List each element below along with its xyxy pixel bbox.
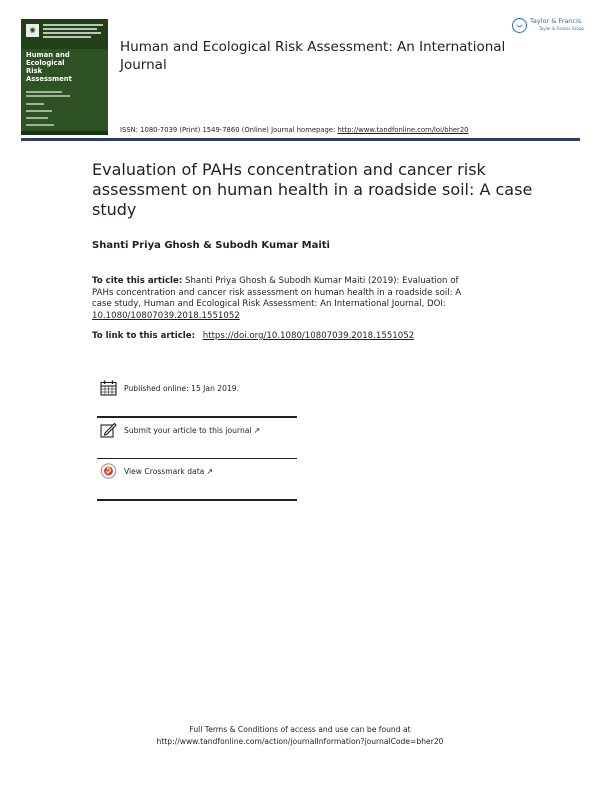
publisher-logo-name: Taylor & Francis [530,17,582,25]
issn-line [120,126,469,134]
cover-detail-line [26,103,44,105]
cover-detail-line [26,91,62,93]
cover-fine-print [43,24,103,26]
published-online-row [97,376,297,416]
cover-fine-print [43,32,101,34]
footer [0,724,600,748]
cover-detail-line [26,117,48,119]
article-title: Evaluation of PAHs concentration and cancer risk assessment on human health in a roadside soil: A case study [92,160,533,219]
article-info-block [97,376,297,501]
publisher-logo-subtitle: Taylor & Francis Group [539,26,584,31]
published-online-text: Published online: 15 Jan 2019. [124,384,240,393]
publisher-logo-icon [512,18,527,33]
citation-doi-link[interactable]: 10.1080/10807039.2018.1551052 [92,310,240,321]
submit-article-link[interactable] [124,426,260,435]
submit-article-row[interactable] [97,418,297,458]
cover-bottom-band [21,131,108,135]
journal-title: Human and Ecological Risk Assessment: An International Journal [120,39,506,73]
cover-detail-line [26,95,70,97]
external-link-icon: ↗ [253,425,261,435]
calendar-icon [100,380,117,396]
cover-fine-print [43,36,91,38]
article-authors: Shanti Priya Ghosh & Subodh Kumar Maiti [92,240,330,251]
crossmark-text: View Crossmark data [124,467,205,476]
article-doi-url[interactable]: https://doi.org/10.1080/10807039.2018.1551052 [202,331,415,341]
publisher-logo[interactable] [512,18,584,34]
cover-title: Human and Ecological Risk Assessment [26,51,72,83]
citation-label: To cite this article: [92,276,183,286]
footer-terms-text: Full Terms & Conditions of access and use can be found at [189,725,411,734]
crossmark-row[interactable] [97,459,297,499]
pencil-edit-icon [100,422,117,438]
citation-text: Shanti Priya Ghosh & Subodh Kumar Maiti (2019): Evaluation of PAHs concentration and cancer risk assessment on human health in a roadside soil: A case study, Human and Ecological Risk Assessment: An International Journal, DOI: [92,276,462,309]
info-divider [97,499,297,501]
cover-detail-line [26,110,52,112]
submit-article-text: Submit your article to this journal [124,425,252,435]
issn-text: ISSN: 1080-7039 (Print) 1549-7860 (Online) Journal homepage: [120,126,336,134]
cover-publisher-mark: ◉ [26,24,39,37]
header-divider [21,138,580,141]
journal-homepage-link[interactable]: http://www.tandfonline.com/loi/bher20 [337,126,469,134]
cover-fine-print [43,28,97,30]
article-link-label: To link to this article: [92,331,196,341]
crossmark-icon [100,463,117,479]
article-link-row [92,331,414,341]
external-link-icon: ↗ [206,467,214,476]
crossmark-link[interactable] [124,467,213,476]
cover-detail-line [26,124,54,126]
citation-block [92,276,472,322]
footer-terms-url[interactable]: http://www.tandfonline.com/action/journalInformation?journalCode=bher20 [156,737,444,746]
journal-cover-image [21,19,108,135]
